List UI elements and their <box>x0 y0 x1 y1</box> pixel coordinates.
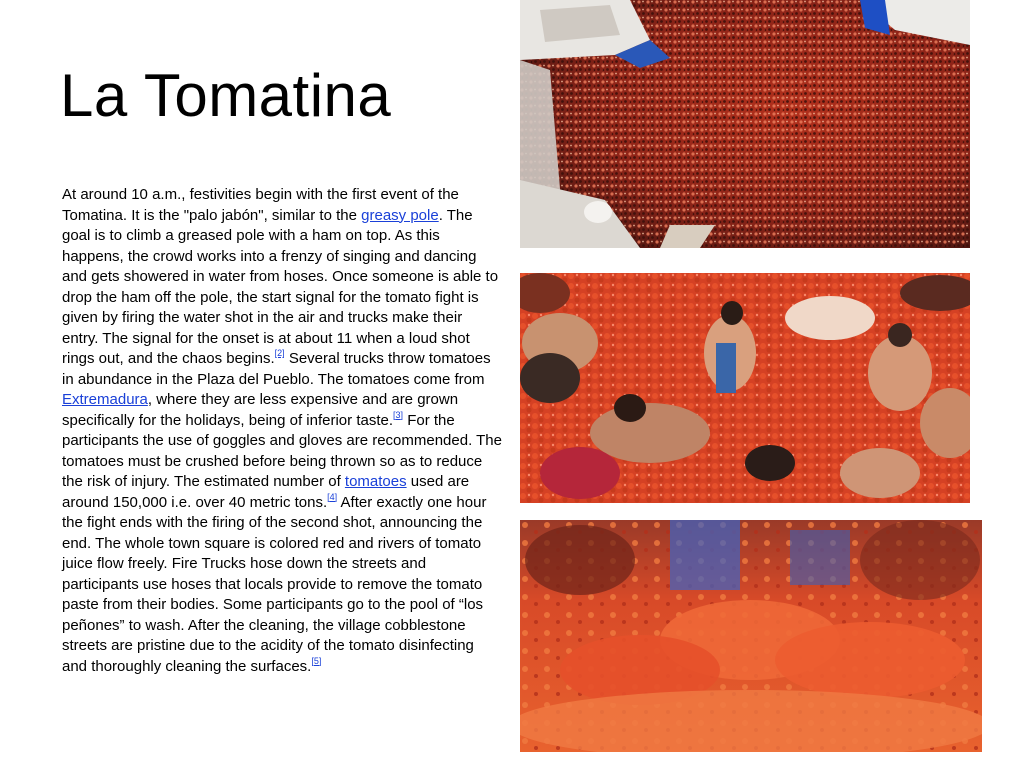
paragraph-text: . The goal is to climb a greased pole with a ham on top. As this happens, the crowd works into a frenzy of singing and dancing and gets showered in water from hoses. Once someone is able to drop the ham off the pole, the start signal for the tomato fight is given by firing the water shot in the air and trucks make their entry. The signal for the onset is at about 11 when a loud shot rings out, and the chaos begins. <box>62 206 499 367</box>
paragraph-text: After exactly one hour the fight ends with the firing of the second shot, announcing the end. The whole town square is colored red and rivers of tomato juice flow freely. Fire Trucks hose down the streets and participants use hoses that locals provide to remove the tomato paste from their bodies. Some participants go to the pool of “los peñones” to wash. After the cleaning, the village cobblestone streets are pristine due to the acidity of the tomato disinfecting and thoroughly cleaning the surfaces. <box>62 493 487 675</box>
citation <box>327 492 337 502</box>
inline-link[interactable]: Extremadura <box>62 391 148 408</box>
citation <box>311 656 321 666</box>
citation <box>393 410 403 420</box>
citation-link[interactable]: [2] <box>274 348 285 358</box>
paragraph-text: , where they are less expensive and are grown specifically for the holidays, being of inferior taste. <box>62 391 459 429</box>
paragraph-text: For the participants the use of goggles and gloves are recommended. The tomatoes must be crushed before being thrown so as to reduce the risk of injury. The estimated number of <box>62 411 502 490</box>
paragraph-text: used are around 150,000 i.e. over 40 metric tons. <box>62 473 470 511</box>
citation-link[interactable]: [3] <box>393 409 404 420</box>
inline-link[interactable]: greasy pole <box>361 206 439 224</box>
tomato-splash-photo <box>520 520 982 752</box>
citation-link[interactable]: [4] <box>327 491 338 502</box>
body-paragraph <box>62 185 502 677</box>
inline-link[interactable]: tomatoes <box>344 473 407 490</box>
citation-link[interactable]: [5] <box>311 655 322 666</box>
crowd-photo <box>520 0 970 248</box>
tomato-fight-photo <box>520 273 970 503</box>
paragraph-text: At around 10 a.m., festivities begin with the first event of the Tomatina. It is the "palo jabón", similar to the <box>62 186 459 224</box>
paragraph-text: Several trucks throw tomatoes in abundance in the Plaza del Pueblo. The tomatoes come from <box>62 350 491 388</box>
citation <box>275 348 285 358</box>
page-title: La Tomatina <box>60 62 392 129</box>
